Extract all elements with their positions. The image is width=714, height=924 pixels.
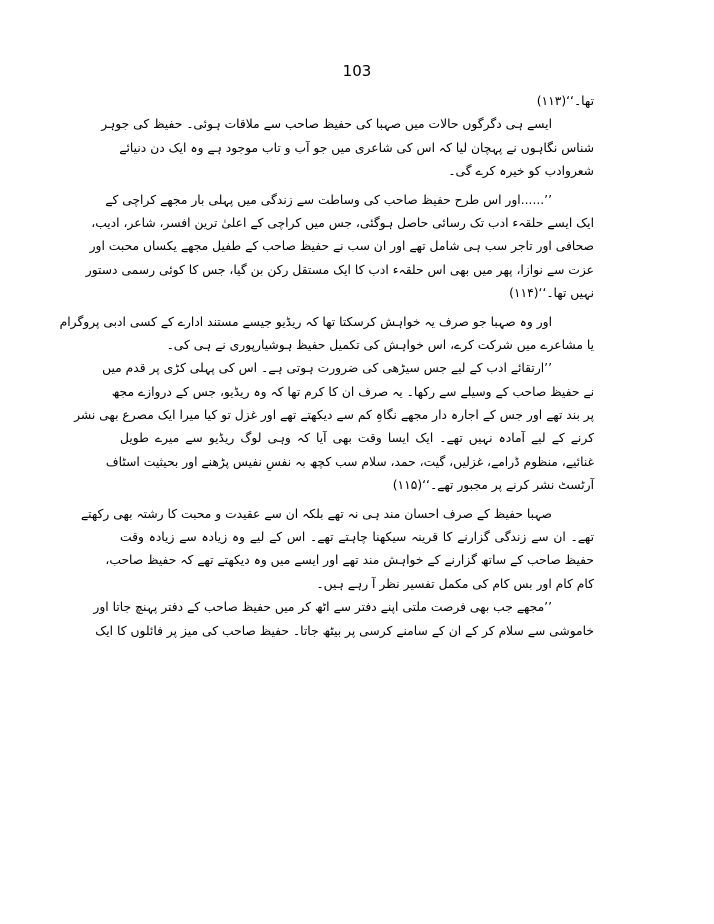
- text-line: شعروادب کو خیرہ کرے گی۔: [448, 164, 594, 179]
- text-line: اور وہ صہبا جو صرف یہ خواہش کرسکتا تھا کہ ریڈیو جیسے مستند ادارے کے کسی ادبی پروگرام: [59, 314, 552, 329]
- text-line: ’’ارتقائے ادب کے لیے جس سیڑھی کی ضرورت ہوتی ہے۔ اس کی پہلی کڑی پر قدم میں: [102, 361, 552, 376]
- text-line: صہبا حفیظ کے صرف احسان مند ہی نہ تھے بلکہ ان سے عقیدت و محبت کا رشتہ بھی رکھتے: [80, 506, 552, 521]
- text-line: صحافی اور تاجر سب ہی شامل تھے اور ان سب نے حفیظ صاحب کے طفیل مجھے یکساں محبت اور: [89, 239, 594, 254]
- text-line: نہیں تھا۔‘‘(۱۱۴): [509, 286, 594, 301]
- text-line: خاموشی سے سلام کر کے ان کے سامنے کرسی پر بیٹھ جاتا۔ حفیظ صاحب کی میز پر فائلوں کا ایک: [95, 623, 594, 638]
- text-line: یا مشاعرے میں شرکت کرے، اس خواہش کی تکمیل حفیظ ہوشیارپوری نے ہی کی۔: [166, 337, 594, 352]
- text-line: ’’......اور اس طرح حفیظ صاحب کی وساطت سے زندگی میں پہلی بار مجھے کراچی کے: [105, 192, 552, 207]
- text-line: حفیظ صاحب کے ساتھ گزارنے کے خواہش مند تھے اور ایسے میں وہ دیکھتے تھے کہ حفیظ صاحب،: [105, 553, 594, 568]
- text-line: تھا۔‘‘(۱۱۳): [536, 94, 594, 108]
- text-line: پر بند تھے اور جس کے اجارہ دار مجھے نگاہِ کم سے دیکھتے تھے اور غزل تو کیا میرا ایک مصرع بھی نشر: [74, 408, 594, 423]
- text-line: ’’مجھے جب بھی فرصت ملتی اپنے دفتر سے اٹھ کر میں حفیظ صاحب کے دفتر پہنچ جاتا اور: [93, 600, 552, 615]
- text-line: غنائیے، منظوم ڈرامے، غزلیں، گیت، حمد، سلام سب کچھ بہ نفسِ نفیس پڑھنے اور بحیثیت اسٹاف: [105, 454, 594, 469]
- text-line: آرٹسٹ نشر کرنے پر مجبور تھے۔‘‘(۱۱۵): [392, 478, 594, 493]
- text-line: نے حفیظ صاحب کے وسیلے سے رکھا۔ یہ صرف ان کا کرم تھا کہ وہ ریڈیو، جس کے دروازے مجھ: [111, 384, 594, 399]
- text-line: ایک ایسے حلقہء ادب تک رسائی حاصل ہوگئی، جس میں کراچی کے اعلیٰ ترین افسر، شاعر، ادیب،: [91, 215, 594, 230]
- text-line: کام کام اور بس کام کی مکمل تفسیر نظر آ رہے ہیں۔: [316, 576, 594, 591]
- text-line: عزت سے نوازا، پھر میں بھی اس حلقہء ادب کا ایک مستقل رکن بن گیا، جس کا کوئی رسمی دستور: [85, 262, 594, 277]
- text-line: کرنے کے لیے آمادہ نہیں تھے۔ ایک ایسا وقت بھی آیا کہ وہی لوگ ریڈیو سے میرے طویل: [120, 431, 594, 446]
- text-line: تھے۔ ان سے زندگی گزارنے کا قرینہ سیکھنا چاہتے تھے۔ اس کے لیے وہ زیادہ سے زیادہ وقت: [120, 530, 594, 545]
- text-line: ایسے ہی دگرگوں حالات میں صہبا کی حفیظ صاحب سے ملاقات ہوئی۔ حفیظ کی جوہر: [101, 117, 552, 132]
- text-line: شناس نگاہوں نے پہچان لیا کہ اس کی شاعری میں جو آب و تاب موجود ہے وہ ایک دن دنیائے: [119, 140, 594, 155]
- page-number: 103: [342, 62, 372, 80]
- body-text: [59, 90, 594, 643]
